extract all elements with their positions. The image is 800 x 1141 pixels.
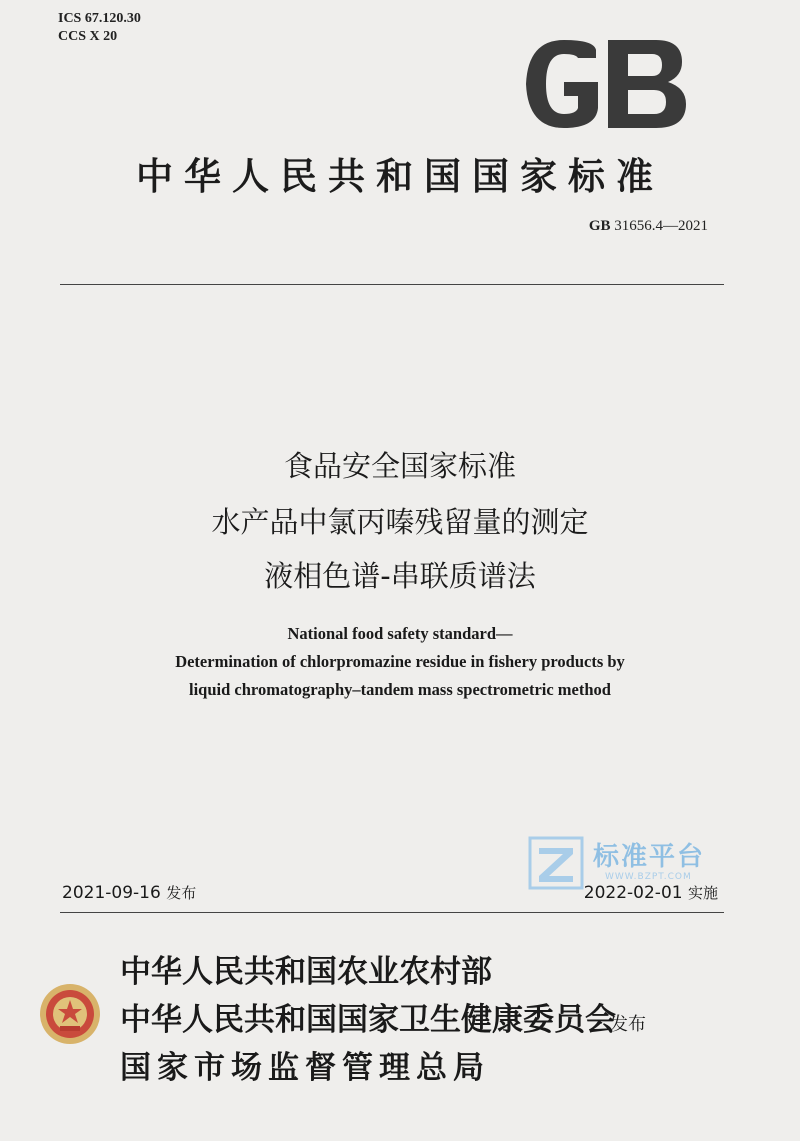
effective-date-label: 实施: [687, 884, 718, 902]
standard-number: [589, 218, 708, 235]
national-emblem-icon: [38, 982, 102, 1046]
standard-code: 31656.4—2021: [614, 218, 708, 234]
publish-label: 发布: [610, 1014, 646, 1035]
issuer-1: 中华人民共和国农业农村部: [120, 954, 492, 990]
effective-date-value: 2022-02-01: [583, 883, 683, 903]
gb-logo: [520, 36, 688, 132]
watermark-text: 标准平台: [593, 842, 706, 872]
issue-date-label: 发布: [166, 884, 197, 902]
issue-date: [62, 882, 196, 903]
ccs-code: CCS X 20: [58, 29, 118, 44]
issuer-3: 国家市场监督管理总局: [120, 1050, 490, 1086]
ics-code: ICS 67.120.30: [58, 11, 141, 26]
watermark-url: WWW.BZPT.COM: [605, 872, 692, 882]
en-title-line-3: liquid chromatography–tandem mass spectrometric method: [189, 680, 611, 699]
header-divider: [60, 284, 724, 285]
en-title-line-2: Determination of chlorpromazine residue in fishery products by: [175, 652, 625, 671]
issuer-2: 中华人民共和国国家卫生健康委员会: [120, 1002, 616, 1038]
standard-prefix: GB: [588, 218, 611, 234]
national-standard-title: 中华人民共和国国家标准: [136, 155, 664, 198]
footer-divider: [60, 912, 724, 913]
gb-logo-letter-g: [526, 40, 598, 128]
issue-date-value: 2021-09-16: [62, 883, 161, 903]
watermark-logo-icon: [527, 832, 587, 892]
cn-title-line-2: 水产品中氯丙嗪残留量的测定: [211, 505, 589, 539]
classification-codes: [58, 10, 141, 46]
en-title-line-1: National food safety standard—: [287, 624, 513, 643]
effective-date: [584, 882, 718, 903]
cn-title-line-3: 液相色谱-串联质谱法: [264, 559, 536, 593]
gb-logo-letter-b: [608, 40, 686, 128]
cn-title-line-1: 食品安全国家标准: [283, 449, 516, 483]
